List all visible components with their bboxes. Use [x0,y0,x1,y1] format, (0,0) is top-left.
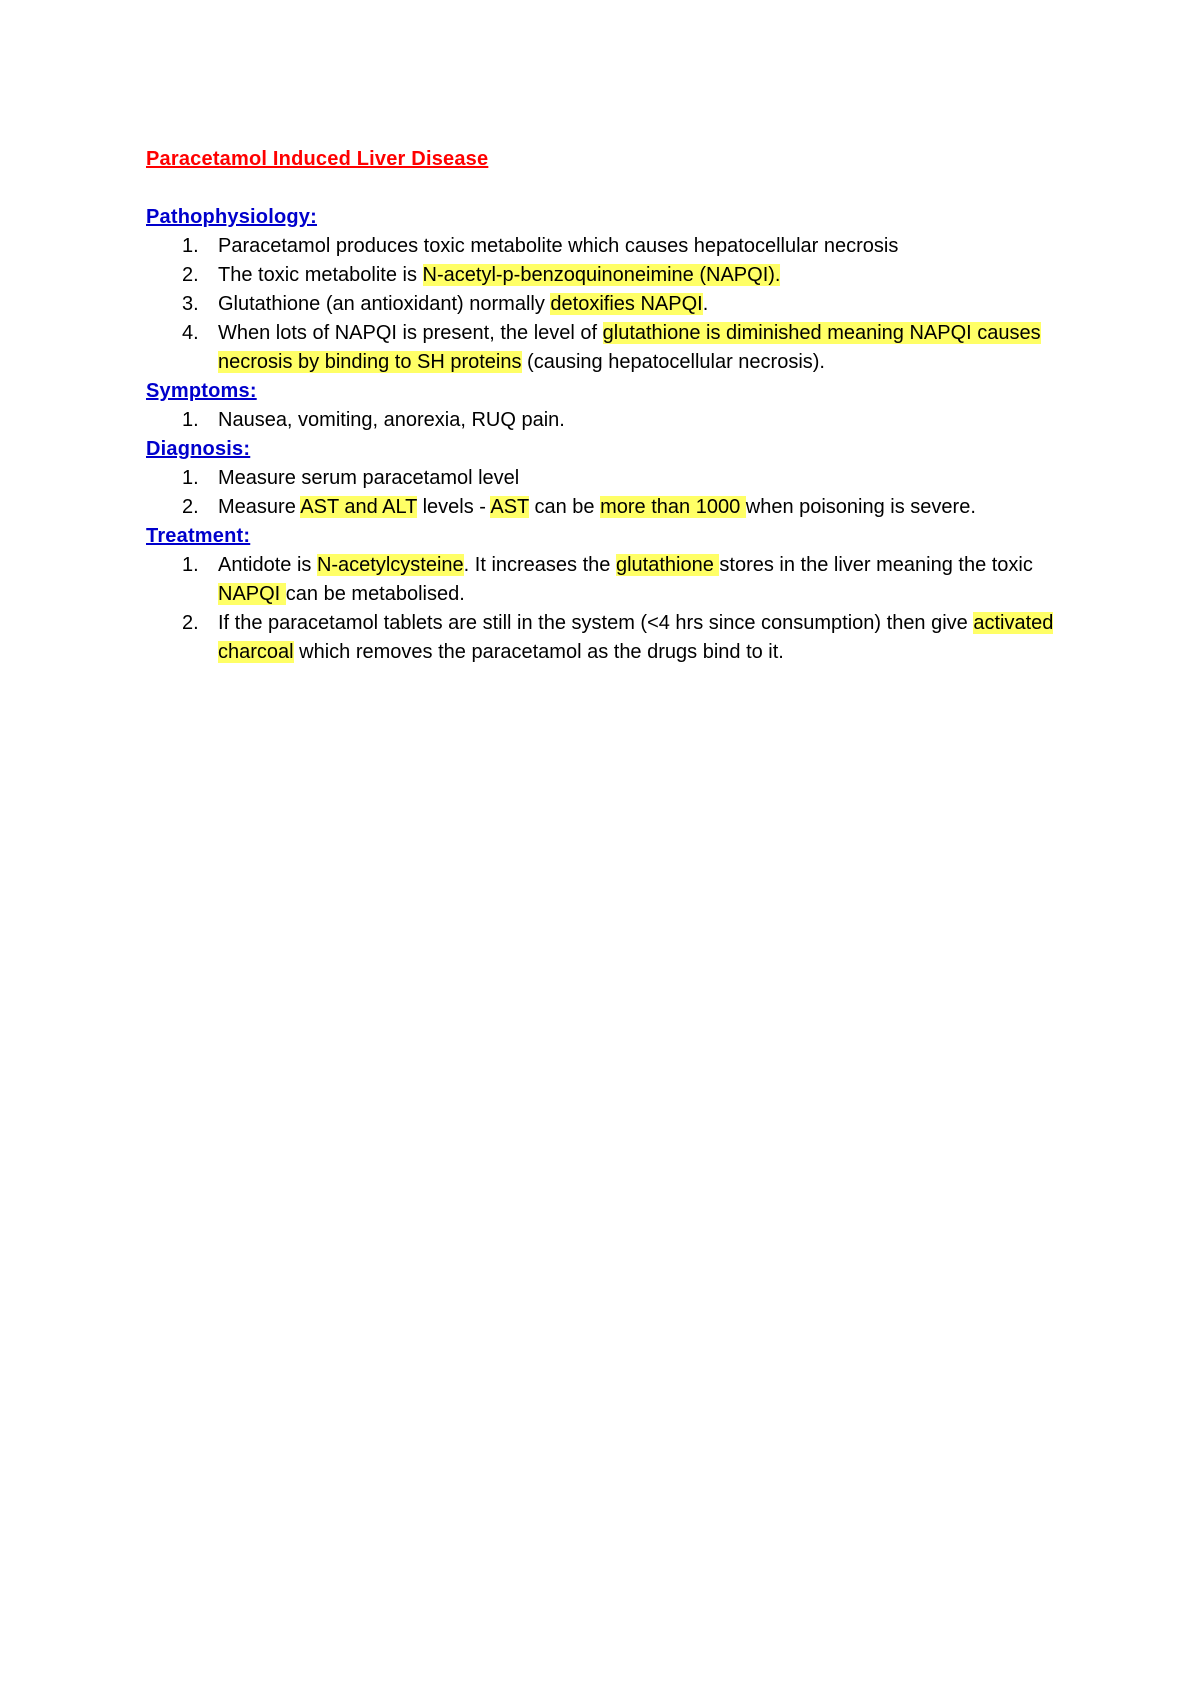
highlighted-text: N-acetyl-p-benzoquinoneimine (NAPQI). [422,264,781,286]
list-item [146,551,1086,609]
list-item-number: 4. [182,322,199,344]
highlighted-text: NAPQI [218,583,286,605]
highlighted-text: N-acetylcysteine [316,554,464,576]
document-page [146,145,1086,667]
list-item [146,493,1086,522]
list-item-number: 1. [182,467,199,489]
list-item [146,609,1086,667]
highlighted-text: glutathione [615,554,720,576]
document-body [146,203,1086,667]
list-item-text: levels - [417,496,491,518]
highlighted-text: glutathione is diminished meaning NAPQI causes necrosis by binding to SH proteins [218,322,1041,373]
list-item-number: 1. [182,554,199,576]
list-item-number: 1. [182,235,199,257]
list-item [146,464,1086,493]
section-list-pathophysiology [146,232,1086,377]
list-item-text: stores in the liver meaning the toxic [719,554,1033,576]
document-title: Paracetamol Induced Liver Disease [146,148,489,170]
list-item [146,232,1086,261]
list-item-number: 2. [182,264,199,286]
list-item-text: can be metabolised. [285,583,465,605]
list-item-text: Antidote is [218,554,317,576]
list-item [146,290,1086,319]
list-item-text: Measure serum paracetamol level [218,467,520,489]
highlighted-text: AST and ALT [300,496,418,518]
list-item-text: The toxic metabolite is [218,264,423,286]
section-heading-diagnosis: Diagnosis: [146,438,251,460]
section-heading-symptoms: Symptoms: [146,380,257,402]
section-list-treatment [146,551,1086,667]
section-list-symptoms [146,406,1086,435]
list-item-text: Nausea, vomiting, anorexia, RUQ pain. [218,409,565,431]
list-item-text: Paracetamol produces toxic metabolite which causes hepatocellular necrosis [218,235,899,257]
list-item-number: 3. [182,293,199,315]
list-item [146,406,1086,435]
section-list-diagnosis [146,464,1086,522]
list-item-text: which removes the paracetamol as the drugs bind to it. [293,641,784,663]
highlighted-text: AST [490,496,529,518]
list-item [146,319,1086,377]
list-item-text: If the paracetamol tablets are still in the system (<4 hrs since consumption) then give [218,612,974,634]
list-item-text: . It increases the [463,554,616,576]
list-item-text: (causing hepatocellular necrosis). [521,351,825,373]
highlighted-text: more than 1000 [600,496,746,518]
list-item-number: 2. [182,612,199,634]
section-heading-pathophysiology: Pathophysiology: [146,206,317,228]
list-item-number: 2. [182,496,199,518]
list-item-text: when poisoning is severe. [745,496,976,518]
list-item-text: When lots of NAPQI is present, the level of [218,322,603,344]
list-item-text: can be [528,496,601,518]
highlighted-text: activated charcoal [218,612,1054,663]
list-item-text: Glutathione (an antioxidant) normally [218,293,551,315]
section-heading-treatment: Treatment: [146,525,251,547]
list-item-text: . [702,293,709,315]
list-item-number: 1. [182,409,199,431]
list-item [146,261,1086,290]
list-item-text: Measure [218,496,301,518]
highlighted-text: detoxifies NAPQI [550,293,703,315]
